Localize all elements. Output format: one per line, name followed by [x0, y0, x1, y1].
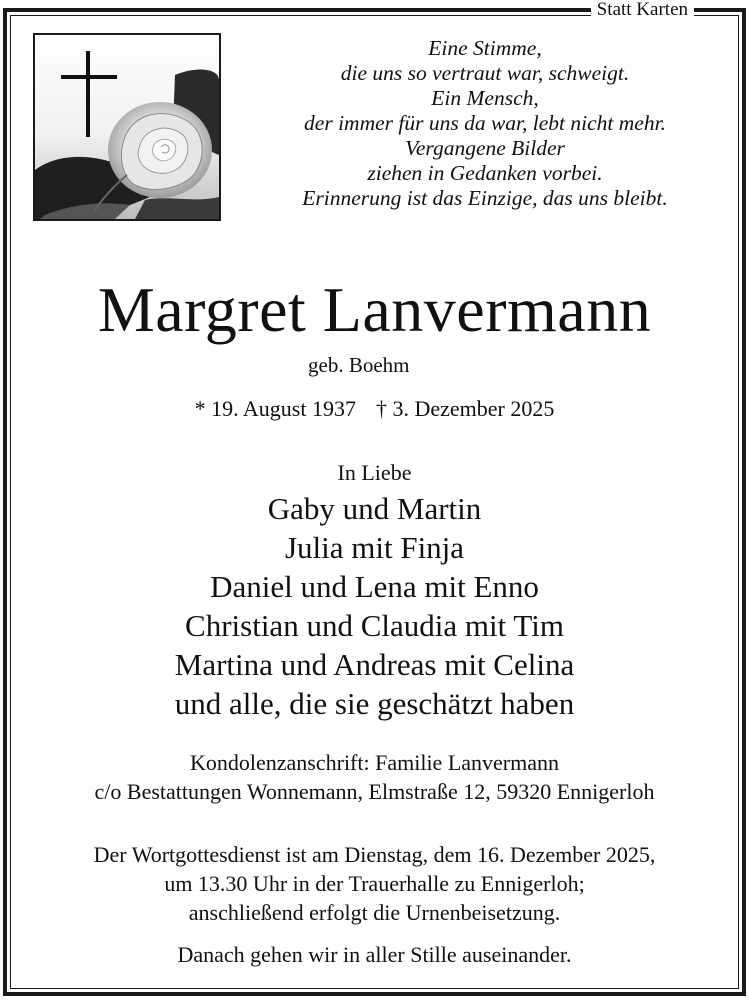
mourner-line: Julia mit Finja [284, 530, 465, 565]
mourner-line: Martina und Andreas mit Celina [174, 647, 575, 682]
mourner-line: und alle, die sie geschätzt haben [174, 686, 575, 721]
mourners-list [0, 489, 749, 723]
service-line: anschließend erfolgt die Urnenbeisetzung. [188, 900, 561, 925]
deceased-name: Margret Lanvermann [97, 274, 652, 345]
life-dates [0, 395, 749, 423]
statt-karten-label: Statt Karten [591, 0, 694, 22]
mourner-line: Christian und Claudia mit Tim [185, 608, 564, 643]
death-date: † 3. Dezember 2025 [375, 396, 555, 421]
service-info [0, 840, 749, 927]
mourner-line: Daniel und Lena mit Enno [210, 569, 539, 604]
poem-line: Vergangene Bilder [405, 136, 565, 160]
mourners-intro: In Liebe [337, 460, 412, 485]
mourner-line: Gaby und Martin [267, 491, 482, 526]
poem-line: Ein Mensch, [431, 86, 539, 110]
poem-line: der immer für uns da war, lebt nicht mehr. [304, 111, 666, 135]
birth-date: * 19. August 1937 [194, 396, 356, 421]
poem [235, 36, 735, 211]
service-line: um 13.30 Uhr in der Trauerhalle zu Ennigerloh; [164, 871, 585, 896]
closing-note: Danach gehen wir in aller Stille auseinander. [177, 942, 572, 967]
maiden-name: geb. Boehm [308, 353, 410, 377]
poem-line: Eine Stimme, [428, 36, 542, 60]
poem-line: die uns so vertraut war, schweigt. [340, 61, 630, 85]
condolence-line: c/o Bestattungen Wonnemann, Elmstraße 12, 59320 Ennigerloh [94, 779, 655, 804]
service-line: Der Wortgottesdienst ist am Dienstag, dem 16. Dezember 2025, [93, 842, 656, 867]
condolence-address [0, 748, 749, 806]
poem-line: Erinnerung ist das Einzige, das uns bleibt. [302, 186, 668, 210]
poem-line: ziehen in Gedanken vorbei. [367, 161, 603, 185]
cross-and-rose-icon [33, 33, 221, 221]
condolence-line: Kondolenzanschrift: Familie Lanvermann [190, 750, 559, 775]
